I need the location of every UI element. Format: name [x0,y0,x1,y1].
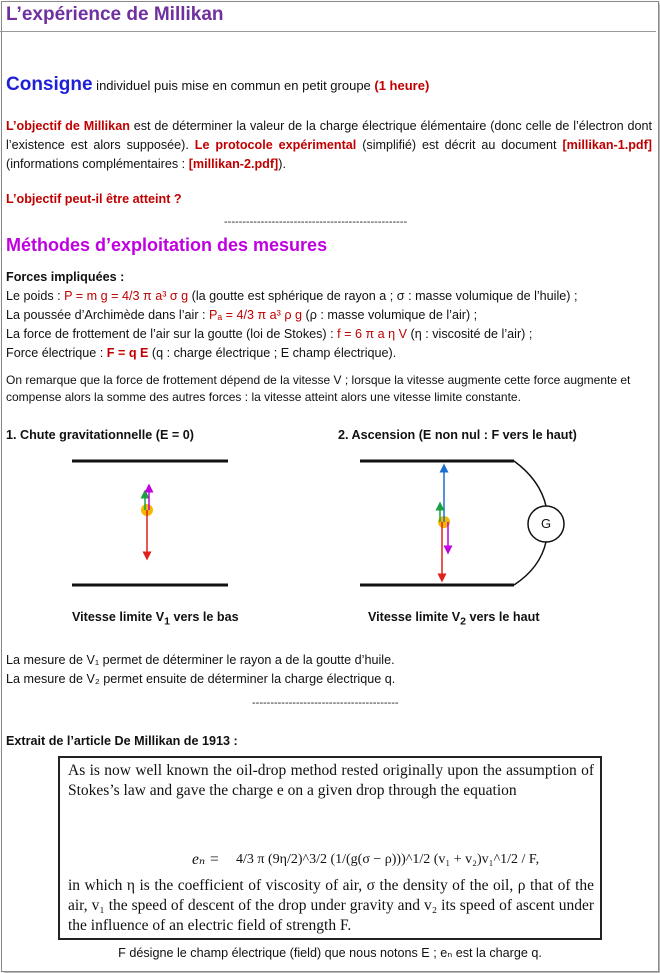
mesure-2: La mesure de V₂ permet ensuite de déterminer la charge électrique q. [6,672,396,686]
caption-1 [72,610,239,628]
article-excerpt [58,756,602,940]
consigne-duration: (1 heure) [374,78,430,93]
doc-link-2[interactable]: [millikan-2.pdf] [188,157,279,171]
frottement-formula: f = 6 π a η V [337,327,408,341]
consigne-heading: Consigne [6,74,93,95]
case1-title: 1. Chute gravitationnelle (E = 0) [6,428,194,442]
poids-note: (la goutte est sphérique de rayon a ; σ : masse volumique de l’huile) ; [188,289,578,303]
poids-label: Le poids : [6,289,65,303]
case2-title: 2. Ascension (E non nul : F vers le haut) [338,428,577,442]
page-title: L’expérience de Millikan [6,4,224,25]
generator-label: G [540,516,552,531]
elec-label: Force électrique : [6,346,107,360]
objectif-label: L’objectif de Millikan [6,119,130,133]
caption-2-post: vers le haut [466,610,540,624]
separator-1: -------------------------------------------------- [224,216,408,228]
remarque: On remarque que la force de frottement dépend de la vitesse V ; lorsque la vitesse augmente cette force augmente et compense alors la somme des autres forces : la vitesse atteint alors une vitesse limite constante. [6,373,631,404]
poids-formula: P = m g = 4/3 π a³ σ g [64,289,189,303]
objectif-text-2: (simplifié) est décrit au document [356,138,563,152]
poussee-label: La poussée d’Archimède dans l’air : [6,308,210,322]
question: L’objectif peut-il être atteint ? [6,192,182,206]
objectif-text-3: (informations complémentaires : [6,157,189,171]
caption-1-text: Vitesse limite V [72,610,165,624]
formula-lhs: eₙ = [192,851,220,868]
mesure-1: La mesure de V₁ permet de déterminer le rayon a de la goutte d’huile. [6,653,395,667]
forces-heading: Forces impliquées : [6,270,125,284]
poussee-note: (ρ : masse volumique de l’air) ; [302,308,478,322]
doc-link-1[interactable]: [millikan-1.pdf] [562,138,652,152]
caption-1-post: vers le bas [170,610,239,624]
formula-rhs: 4/3 π (9η/2)^3/2 (1/(g(σ − ρ)))^1/2 (v₁ + v₂)v₁^1/2 / F, [236,852,540,867]
objectif-text-4: ). [278,157,286,171]
objectif-text: est de déterminer la valeur de la charge électrique élémentaire (donc celle de l’électron dont l’existence est alors supposée). [6,119,652,152]
section-title: Méthodes d’exploitation des mesures [6,235,328,255]
elec-formula: F = q E [106,346,149,360]
caption-2-text: Vitesse limite V [368,610,461,624]
protocole-label: Le protocole expérimental [194,138,357,152]
frottement-note: (η : viscosité de l’air) ; [407,327,533,341]
frottement-label: La force de frottement de l’air sur la goutte (loi de Stokes) : [6,327,338,341]
excerpt-text-1: As is now well known the oil-drop method rested originally upon the assumption of Stokes’s law and gave the charge e on a given drop through the equation [68,762,594,799]
elec-note: (q : charge électrique ; E champ électrique). [148,346,397,360]
caption-2-sub: 2 [460,615,467,628]
footer-note: F désigne le champ électrique (field) que nous notons E ; eₙ est la charge q. [118,946,542,960]
caption-1-sub: 1 [164,615,171,628]
excerpt-text-2: in which η is the coefficient of viscosity of air, σ the density of the oil, ρ that of the air, v₁ the speed of descent of the drop under gravity and v₂ its speed of ascent under the influence of an electric field of strength F. [68,877,594,934]
caption-2 [368,610,540,628]
consigne-text: individuel puis mise en commun en petit groupe [92,78,375,93]
separator-2: ---------------------------------------- [252,697,399,709]
extrait-title: Extrait de l’article De Millikan de 1913 : [6,734,238,748]
poussee-formula: Pₐ = 4/3 π a³ ρ g [209,308,303,322]
